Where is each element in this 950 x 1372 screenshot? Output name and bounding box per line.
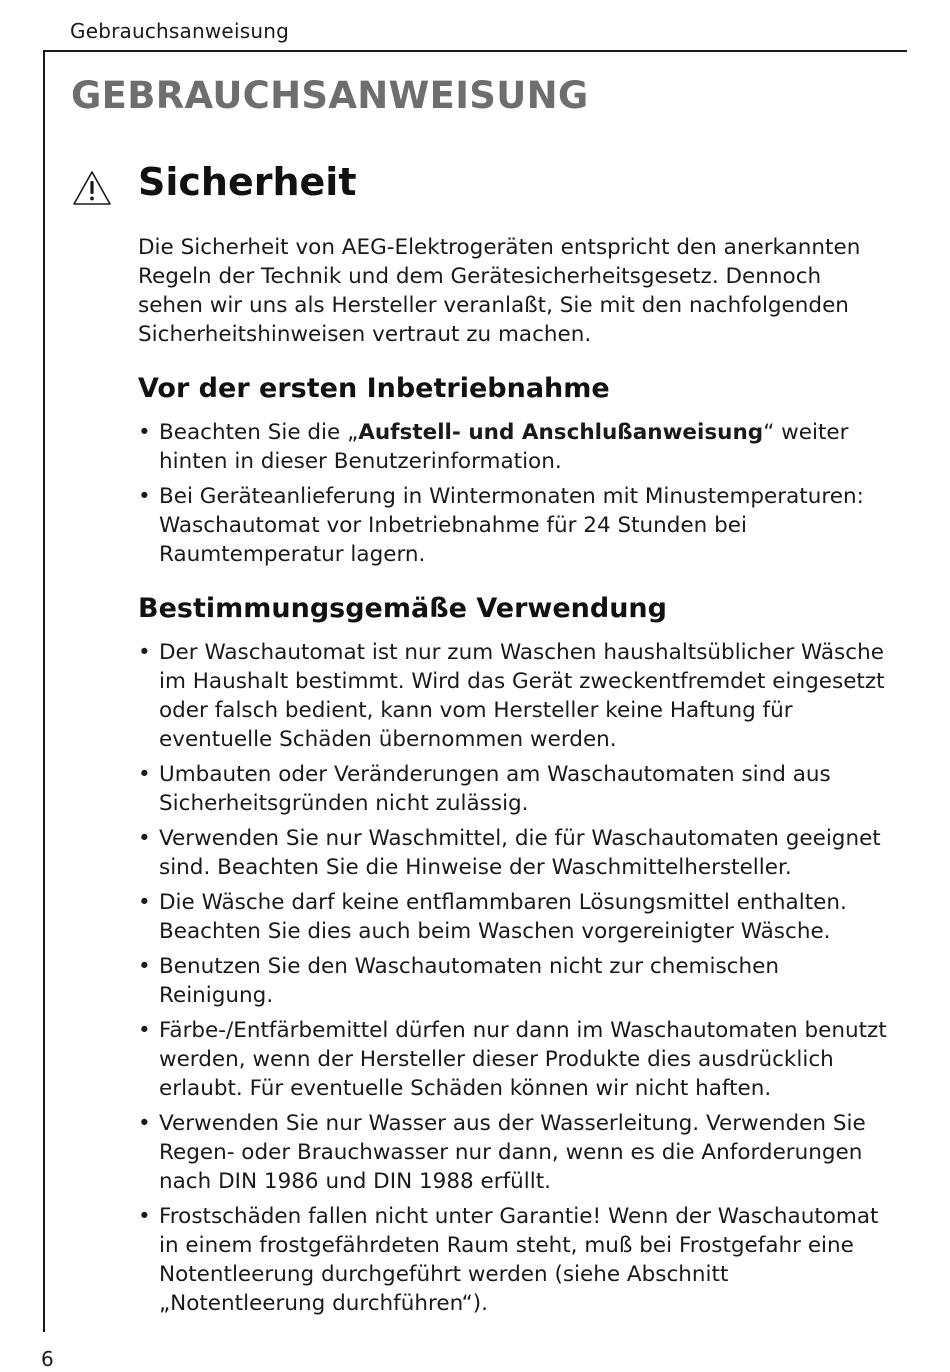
bullet-icon: • — [138, 420, 151, 445]
list-item — [138, 952, 898, 1010]
bullet-icon: • — [138, 484, 151, 509]
list-item — [138, 1109, 898, 1196]
subsection-title-first-use: Vor der ersten Inbetriebnahme — [138, 373, 610, 404]
list-item-text: Verwenden Sie nur Wasser aus der Wasserleitung. Verwenden Sie Regen- oder Brauchwasser nur dann, wenn es die Anforderungen nach DIN 1986 und DIN 1988 erfüllt. — [159, 1111, 866, 1194]
list-item-text: Benutzen Sie den Waschautomaten nicht zur chemischen Reinigung. — [159, 954, 779, 1008]
intended-use-list — [138, 638, 898, 1318]
list-item — [138, 482, 898, 569]
page-number: 6 — [41, 1347, 54, 1371]
bullet-icon: • — [138, 1018, 151, 1043]
list-item-text: Frostschäden fallen nicht unter Garantie! Wenn der Waschautomat in einem frostgefährdeten Raum steht, muß bei Frostgefahr eine Notentleerung durchgeführt werden (siehe Abschnitt „Notentleerung durchführen“). — [159, 1204, 879, 1316]
list-item-text: “ weiter hinten in dieser Benutzerinformation. — [159, 420, 849, 474]
list-item-text: Umbauten oder Veränderungen am Waschautomaten sind aus Sicherheitsgründen nicht zulässig. — [159, 762, 831, 816]
section-title: Sicherheit — [138, 160, 357, 204]
list-item — [138, 824, 898, 882]
header-rule — [43, 50, 907, 52]
subsection-title-intended-use: Bestimmungsgemäße Verwendung — [138, 593, 667, 624]
list-item-text: Die Wäsche darf keine entflammbaren Lösungsmittel enthalten. Beachten Sie dies auch beim Waschen vorgereinigter Wäsche. — [159, 890, 847, 944]
list-item — [138, 888, 898, 946]
bullet-icon: • — [138, 954, 151, 979]
running-header: Gebrauchsanweisung — [70, 19, 289, 43]
first-use-list — [138, 418, 898, 569]
list-item — [138, 638, 898, 754]
list-item-text: Färbe-/Entfärbemittel dürfen nur dann im Waschautomaten benutzt werden, wenn der Hersteller dieser Produkte dies ausdrücklich erlaubt. Für eventuelle Schäden können wir nicht haften. — [159, 1018, 887, 1101]
list-item-text: Der Waschautomat ist nur zum Waschen haushaltsüblicher Wäsche im Haushalt bestimmt. Wird das Gerät zweckentfremdet eingesetzt oder falsch bedient, kann vom Hersteller keine Haftung für eventuelle Schäden übernommen werden. — [159, 640, 885, 752]
list-item — [138, 1202, 898, 1318]
left-margin-rule — [43, 50, 45, 1332]
emphasized-reference: Aufstell- und Anschlußanweisung — [358, 420, 764, 445]
content-body — [138, 233, 898, 1324]
bullet-icon: • — [138, 890, 151, 915]
list-item-text: Verwenden Sie nur Waschmittel, die für Waschautomaten geeignet sind. Beachten Sie die Hinweise der Waschmittelhersteller. — [159, 826, 881, 880]
list-item — [138, 760, 898, 818]
bullet-icon: • — [138, 762, 151, 787]
list-item-text: Bei Geräteanlieferung in Wintermonaten mit Minustemperaturen: Waschautomat vor Inbetriebnahme für 24 Stunden bei Raumtemperatur lagern. — [159, 484, 864, 567]
bullet-icon: • — [138, 1111, 151, 1136]
bullet-icon: • — [138, 640, 151, 665]
intro-paragraph: Die Sicherheit von AEG-Elektrogeräten entspricht den anerkannten Regeln der Technik und dem Gerätesicherheitsgesetz. Dennoch sehen wir uns als Hersteller veranlaßt, Sie mit den nachfolgenden Sicherheitshinweisen vertraut zu machen. — [138, 235, 861, 347]
page-title: GEBRAUCHSANWEISUNG — [71, 74, 589, 117]
list-item — [138, 418, 898, 476]
list-item — [138, 1016, 898, 1103]
bullet-icon: • — [138, 826, 151, 851]
warning-triangle-icon — [72, 170, 112, 206]
bullet-icon: • — [138, 1204, 151, 1229]
list-item-text: Beachten Sie die „ — [159, 420, 359, 445]
